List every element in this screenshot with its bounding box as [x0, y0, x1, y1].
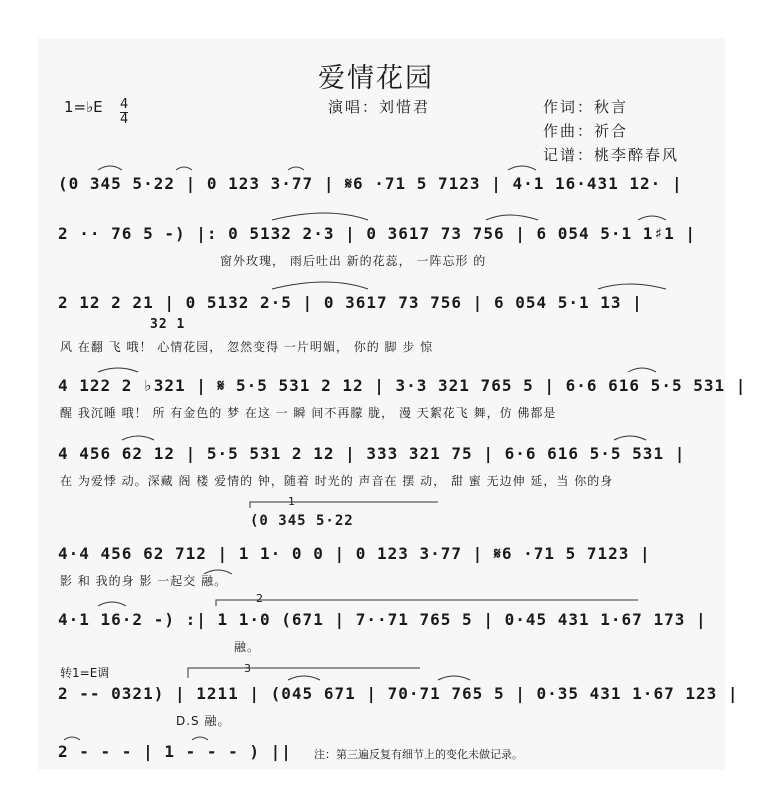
slur-mark — [176, 167, 192, 170]
slur-mark — [598, 284, 666, 289]
score-line-3-alt-notes: 32 1 — [150, 317, 186, 332]
slur-mark — [614, 436, 646, 440]
slur-mark — [98, 602, 126, 606]
volta-1-number: 1 — [288, 495, 295, 508]
fermata-mark — [64, 737, 80, 740]
score-line-6-intro: (0 345 5·22 — [250, 513, 354, 529]
slur-mark — [288, 167, 304, 170]
score-line-7: 4·1 16·2 -) :| 1 1·0 (671 | 7··71 765 5 | 0·45 431 1·67 173 | — [58, 610, 707, 629]
volta-3-number: 3 — [244, 662, 251, 675]
volta-1-bracket — [250, 502, 438, 508]
lyrics-line-3: 风 在翻 飞 哦！ 心情花园， 忽然变得 一片明媚， 你的 脚 步 惊 — [60, 340, 434, 354]
score-line-3: 2 12 2 21 | 0 5132 2·5 | 0 3617 73 756 | 6 054 5·1 13 | — [58, 293, 643, 312]
fermata-mark — [192, 737, 208, 740]
lyrics-line-2: 窗外玫瑰， 雨后吐出 新的花蕊， 一阵忘形 的 — [220, 254, 487, 268]
slur-mark — [438, 676, 470, 680]
score-line-1: (0 345 5·22 | 0 123 3·77 | 𝄋6 ·71 5 7123 | 4·1 16·431 12· | — [58, 174, 683, 193]
score-line-9: 2 - - - | 1 - - - ) || — [58, 742, 292, 761]
slur-mark — [272, 213, 368, 220]
score-line-4: 4 122 2 ♭321 | 𝄋 5·5 531 2 12 | 3·3 321 765 5 | 6·6 616 5·5 531 | — [58, 376, 747, 395]
slur-mark — [288, 676, 320, 680]
singer-credit: 演唱：刘惜君 — [328, 98, 431, 116]
transcriber-credit: 记谱：桃李醉春风 — [543, 146, 680, 164]
slur-mark — [628, 368, 656, 372]
slur-mark — [508, 166, 536, 170]
song-title: 爱情花园 — [318, 63, 434, 94]
footnote: 注：第三遍反复有细节上的变化未做记录。 — [314, 748, 523, 761]
volta-2-number: 2 — [256, 592, 263, 605]
slur-mark — [272, 282, 368, 289]
lyrics-line-8: D.S 融。 — [176, 714, 231, 728]
modulation-note: 转1=E调 — [60, 666, 110, 680]
slur-mark — [486, 215, 538, 220]
lyrics-line-4: 醒 我沉睡 哦！ 所 有金色的 梦 在这 一 瞬 间不再朦 胧， 漫 天絮花飞 舞，仿 佛都是 — [60, 406, 557, 420]
lyrics-line-5: 在 为爱悸 动。深藏 阁 楼 爱情的 钟，随着 时光的 声音在 摆 动， 甜 蜜 无边伸 延，当 你的身 — [60, 474, 614, 488]
score-sheet — [38, 38, 747, 770]
slur-mark — [638, 216, 666, 220]
score-line-6: 4·4 456 62 712 | 1 1· 0 0 | 0 123 3·77 | 𝄋6 ·71 5 7123 | — [58, 544, 651, 563]
slur-mark — [204, 570, 232, 574]
notation-marks — [38, 38, 747, 770]
score-line-2: 2 ·· 76 5 -) |: 0 5132 2·3 | 0 3617 73 756 | 6 054 5·1 1♯1 | — [58, 224, 696, 243]
score-line-5: 4 456 62 12 | 5·5 531 2 12 | 333 321 75 | 6·6 616 5·5 531 | — [58, 444, 686, 463]
slur-mark — [98, 166, 122, 170]
time-signature-top: 4 — [120, 97, 129, 112]
lyrics-line-6: 影 和 我的身 影 一起交 融。 — [60, 574, 228, 588]
slur-mark — [98, 368, 138, 372]
composer-credit: 作曲：祈合 — [543, 122, 629, 140]
key-signature: 1=♭E — [64, 98, 103, 116]
volta-2-bracket — [216, 600, 638, 606]
slur-mark — [122, 436, 154, 440]
lyrics-line-7: 融。 — [234, 640, 261, 654]
time-signature-bottom: 4 — [120, 112, 129, 127]
lyricist-credit: 作词：秋言 — [543, 98, 629, 116]
score-line-8: 2 -- 0321) | 1211 | (045 671 | 70·71 765 5 | 0·35 431 1·67 123 | — [58, 684, 739, 703]
